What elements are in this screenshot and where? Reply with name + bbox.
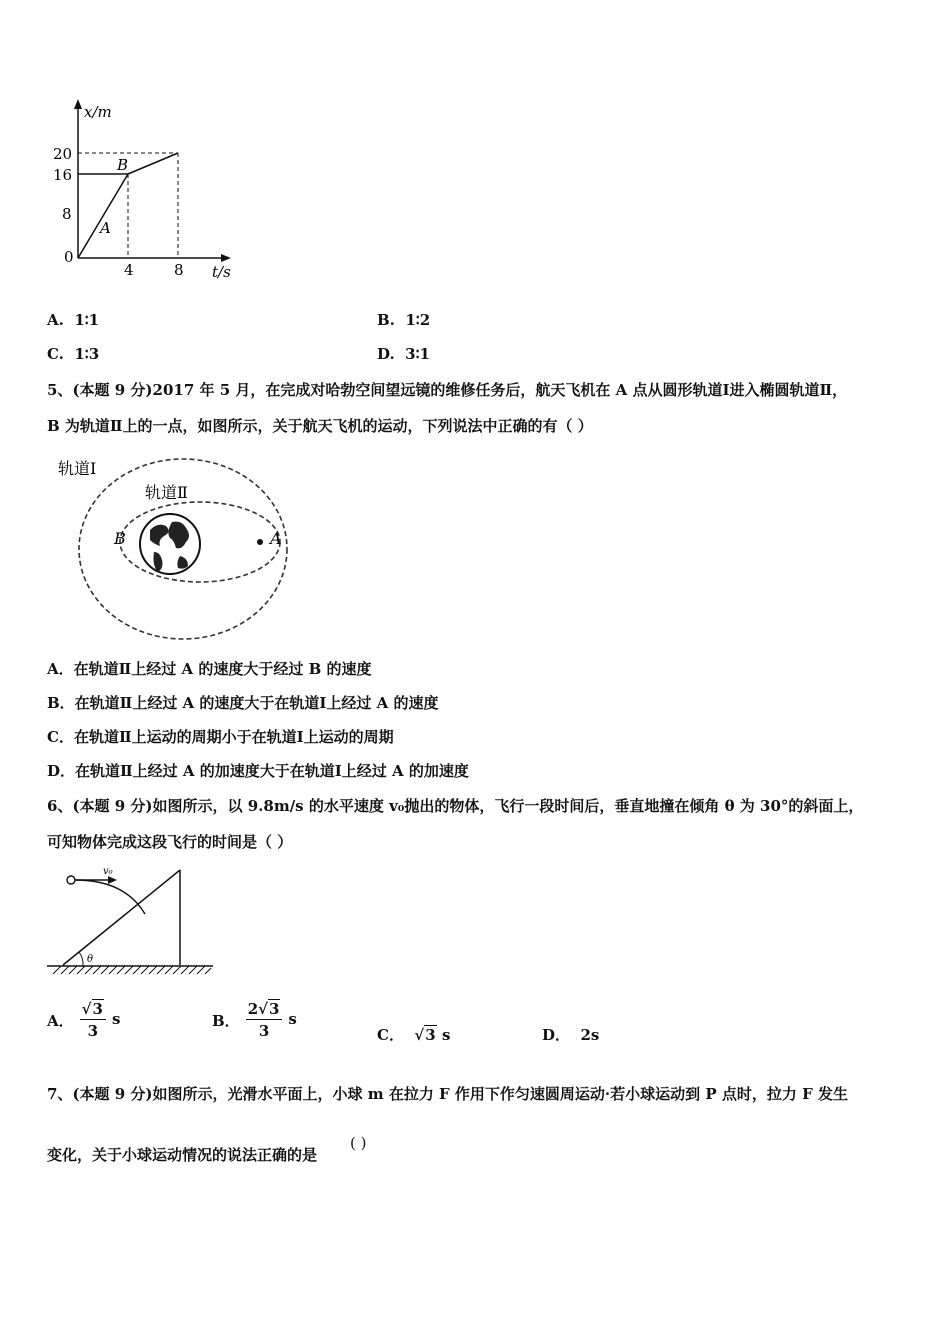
y-axis-arrow-icon [74, 99, 82, 109]
y-tick-0: 0 [64, 248, 74, 266]
q7-stem-line2: 变化，关于小球运动情况的说法正确的是 [47, 1146, 318, 1164]
q5-stem-line2: B 为轨道Ⅱ上的一点，如图所示，关于航天飞机的运动，下列说法中正确的有（ ） [47, 417, 593, 435]
x-axis-label: t/s [212, 263, 231, 281]
point-a-dot [257, 539, 263, 545]
incline-slope [63, 870, 180, 965]
orbit-2-label: 轨道Ⅱ [145, 483, 188, 502]
q7-answer-paren: ( ) [350, 1134, 367, 1152]
trajectory-path [75, 880, 145, 914]
y-tick-16: 16 [53, 166, 73, 184]
q5-option-c: C．在轨道Ⅱ上运动的周期小于在轨道Ⅰ上运动的周期 [47, 728, 394, 746]
q4-option-b: B. 1∶2 [377, 311, 431, 329]
q4-option-d: D. 3∶1 [377, 345, 430, 363]
q5-option-d: D．在轨道Ⅱ上经过 A 的加速度大于在轨道Ⅰ上经过 A 的加速度 [47, 762, 469, 780]
x-tick-4: 4 [124, 261, 134, 279]
projectile-ball [67, 876, 75, 884]
q5-stem-line1: 5、(本题 9 分)2017 年 5 月，在完成对哈勃空间望远镜的维修任务后，航天飞机在 A 点从圆形轨道Ⅰ进入椭圆轨道Ⅱ， [47, 381, 848, 399]
q7-stem-line1: 7、(本题 9 分)如图所示，光滑水平面上，小球 m 在拉力 F 作用下作匀速圆周运动·若小球运动到 P 点时，拉力 F 发生 [47, 1085, 848, 1103]
q5-option-a: A．在轨道Ⅱ上经过 A 的速度大于经过 B 的速度 [47, 660, 372, 678]
velocity-arrow-icon [108, 876, 117, 884]
x-axis-arrow-icon [221, 254, 231, 262]
y-tick-8: 8 [62, 205, 72, 223]
angle-label: θ [87, 954, 94, 965]
y-tick-20: 20 [53, 145, 73, 163]
q6-option-c: C． √3 s [377, 1026, 451, 1044]
orbit-point-b-label: B [114, 529, 126, 548]
xt-graph [40, 95, 260, 285]
q4-option-c: C. 1∶3 [47, 345, 100, 363]
graph-line-b [128, 153, 178, 174]
x-tick-8: 8 [174, 261, 184, 279]
orbit-figure [50, 452, 300, 642]
q6-stem-line1: 6、(本题 9 分)如图所示，以 9.8m/s 的水平速度 v₀抛出的物体，飞行一段时间后，垂直地撞在倾角 θ 为 30°的斜面上， [47, 797, 864, 815]
incline-figure [45, 862, 220, 982]
y-axis-label: x/m [84, 103, 112, 121]
orbit-1-label: 轨道Ⅰ [58, 459, 97, 478]
q5-option-b: B．在轨道Ⅱ上经过 A 的速度大于在轨道Ⅰ上经过 A 的速度 [47, 694, 439, 712]
q6-stem-line2: 可知物体完成这段飞行的时间是（ ） [47, 833, 293, 851]
orbit-point-a-label: A [270, 529, 282, 548]
q6-option-b: B． $\frac{2√3}{3}$ s [212, 1000, 297, 1040]
earth-icon [140, 514, 200, 574]
q6-option-a: A． $\frac{√3}{3}$ s [47, 1000, 121, 1040]
velocity-label: v₀ [103, 866, 113, 877]
angle-arc [79, 952, 83, 966]
point-a-label: A [100, 219, 111, 237]
q6-option-d: D． 2s [542, 1026, 600, 1044]
graph-line-a [78, 174, 128, 258]
point-b-label: B [117, 156, 129, 174]
q4-option-a: A. 1∶1 [47, 311, 100, 329]
